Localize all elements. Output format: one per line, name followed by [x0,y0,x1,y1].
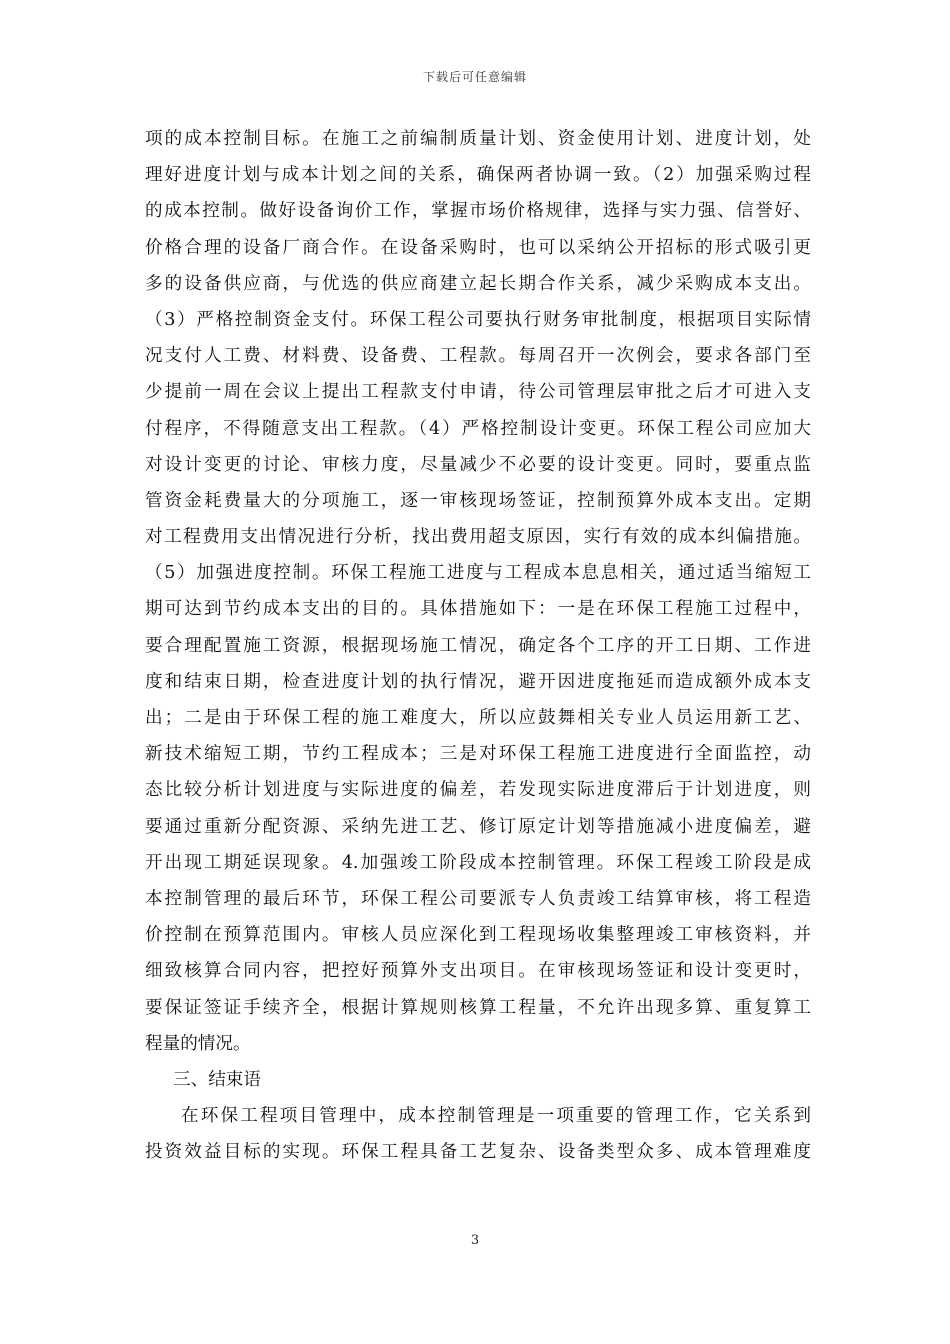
page-header: 下载后可任意编辑 [422,70,527,84]
paragraph-line: 对设计变更的讨论、审核力度，尽量减少不必要的设计变更。同时，要重点监 [145,454,811,475]
paragraph-line: 出；二是由于环保工程的施工难度大，所以应鼓舞相关专业人员运用新工艺、 [145,708,811,728]
paragraph-line: 理好进度计划与成本计划之间的关系，确保两者协调一致。（2）加强采购过程 [145,165,811,186]
paragraph-line: 价格合理的设备厂商合作。在设备采购时，也可以采纳公开招标的形式吸引更 [145,237,811,258]
conclusion-line: 投资效益目标的实现。环保工程具备工艺复杂、设备类型众多、成本管理难度 [145,1142,811,1163]
paragraph-line: 本控制管理的最后环节，环保工程公司要派专人负责竣工结算审核，将工程造 [145,888,811,909]
paragraph-line: 态比较分析计划进度与实际进度的偏差，若发现实际进度滞后于计划进度，则 [145,780,811,801]
paragraph-line: 的成本控制。做好设备询价工作，掌握市场价格规律，选择与实力强、信誉好、 [145,201,811,222]
paragraph-line: 价控制在预算范围内。审核人员应深化到工程现场收集整理竣工审核资料，并 [145,925,811,946]
paragraph-line: 要合理配置施工资源，根据现场施工情况，确定各个工序的开工日期、工作进 [145,635,811,656]
paragraph-line: 度和结束日期，检查进度计划的执行情况，避开因进度拖延而造成额外成本支 [145,671,811,692]
paragraph-line: （3）严格控制资金支付。环保工程公司要执行财务审批制度，根据项目实际情 [145,309,811,330]
paragraph-line: 付程序，不得随意支出工程款。（4）严格控制设计变更。环保工程公司应加大 [145,418,811,439]
paragraph-line: 期可达到节约成本支出的目的。具体措施如下：一是在环保工程施工过程中， [145,599,811,620]
page-number: 3 [470,1233,480,1248]
paragraph-line: 况支付人工费、材料费、设备费、工程款。每周召开一次例会，要求各部门至 [145,346,811,367]
paragraph-line: 细致核算合同内容，把控好预算外支出项目。在审核现场签证和设计变更时， [145,961,811,982]
paragraph-line: 对工程费用支出情况进行分析，找出费用超支原因，实行有效的成本纠偏措施。 [145,527,811,548]
paragraph-line: 管资金耗费量大的分项施工，逐一审核现场签证，控制预算外成本支出。定期 [145,490,811,511]
paragraph-line: 新技术缩短工期，节约工程成本；三是对环保工程施工进度进行全面监控，动 [145,744,811,765]
paragraph-line: 要保证签证手续齐全，根据计算规则核算工程量，不允许出现多算、重复算工 [145,997,811,1018]
paragraph-line: 多的设备供应商，与优选的供应商建立起长期合作关系，减少采购成本支出。 [145,273,811,294]
paragraph-line: 开出现工期延误现象。4.加强竣工阶段成本控制管理。环保工程竣工阶段是成 [145,852,811,873]
paragraph-line: 程量的情况。 [145,1033,251,1054]
conclusion-line: 在环保工程项目管理中，成本控制管理是一项重要的管理工作，它关系到 [181,1106,811,1127]
paragraph-line: （5）加强进度控制。环保工程施工进度与工程成本息息相关，通过适当缩短工 [145,563,811,584]
paragraph-line: 项的成本控制目标。在施工之前编制质量计划、资金使用计划、进度计划，处 [145,129,811,149]
paragraph-line: 要通过重新分配资源、采纳先进工艺、修订原定计划等措施减小进度偏差，避 [145,816,811,837]
document-body [145,121,811,1170]
paragraph-line: 少提前一周在会议上提出工程款支付申请，待公司管理层审批之后才可进入支 [145,382,811,403]
section-heading: 三、结束语 [173,1069,261,1090]
